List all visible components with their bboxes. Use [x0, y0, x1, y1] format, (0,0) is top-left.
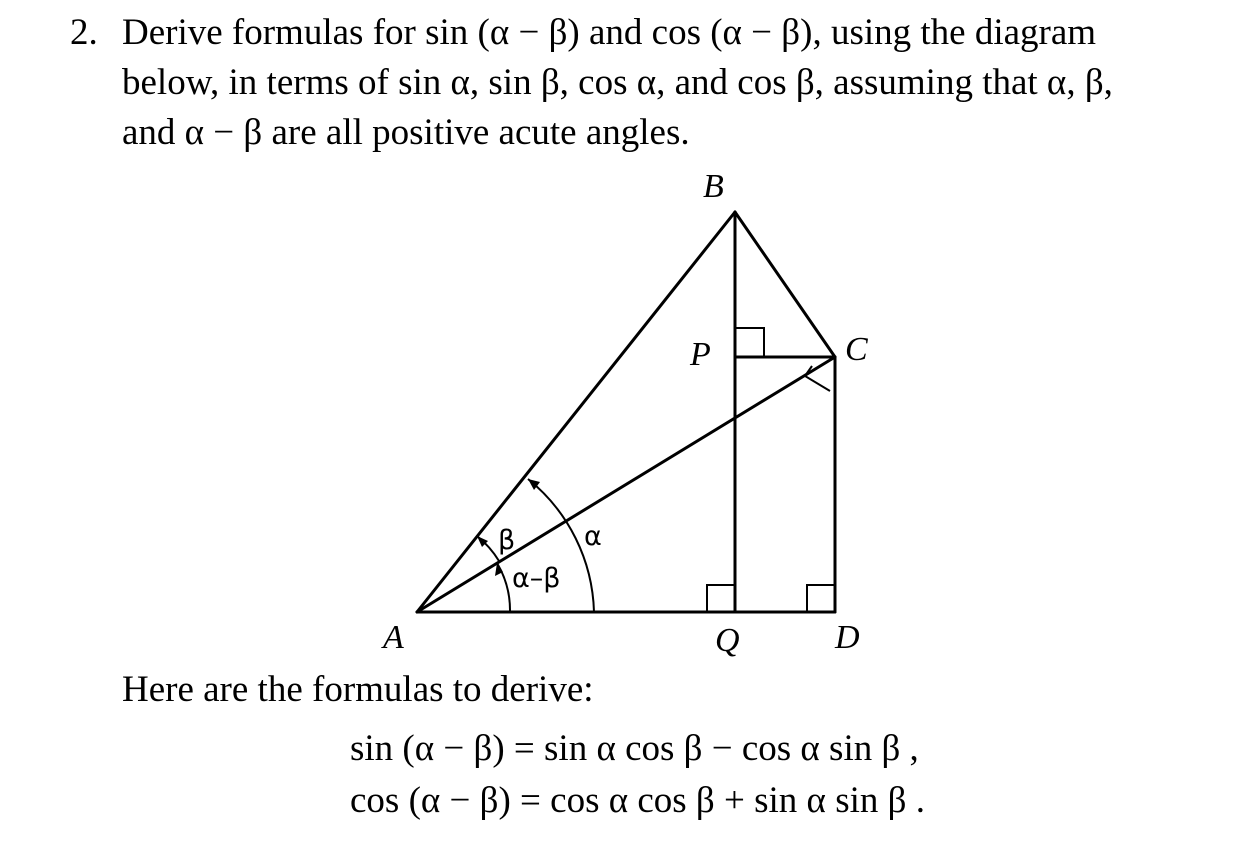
formula-cos-difference: cos (α − β) = cos α cos β + sin α sin β .: [350, 780, 925, 821]
problem-text-line-1: Derive formulas for sin (α − β) and cos (α − β), using the diagram: [122, 12, 1097, 53]
problem-text-line-3: and α − β are all positive acute angles.: [122, 112, 690, 153]
problem-number: 2.: [70, 12, 98, 53]
right-angle-mark-C: [805, 366, 830, 391]
right-angle-mark-P: [735, 328, 764, 357]
point-label-B: B: [703, 168, 724, 205]
point-label-Q: Q: [715, 622, 740, 659]
right-angle-mark-Q: [707, 585, 735, 612]
angle-label-alpha-minus-beta: α–β: [512, 563, 561, 594]
point-label-P: P: [690, 336, 711, 373]
segment-AB: [417, 212, 735, 612]
problem-text-line-2: below, in terms of sin α, sin β, cos α, and cos β, assuming that α, β,: [122, 62, 1113, 103]
segment-AC: [417, 357, 835, 612]
formulas-intro: Here are the formulas to derive:: [122, 669, 594, 710]
point-label-D: D: [835, 619, 860, 656]
segment-BC: [735, 212, 835, 357]
angle-label-beta: β: [498, 525, 516, 556]
point-label-A: A: [383, 619, 404, 656]
point-label-C: C: [845, 331, 868, 368]
angle-label-alpha: α: [584, 521, 602, 552]
formula-sin-difference: sin (α − β) = sin α cos β − cos α sin β ,: [350, 728, 919, 769]
right-angle-mark-D: [807, 585, 835, 612]
